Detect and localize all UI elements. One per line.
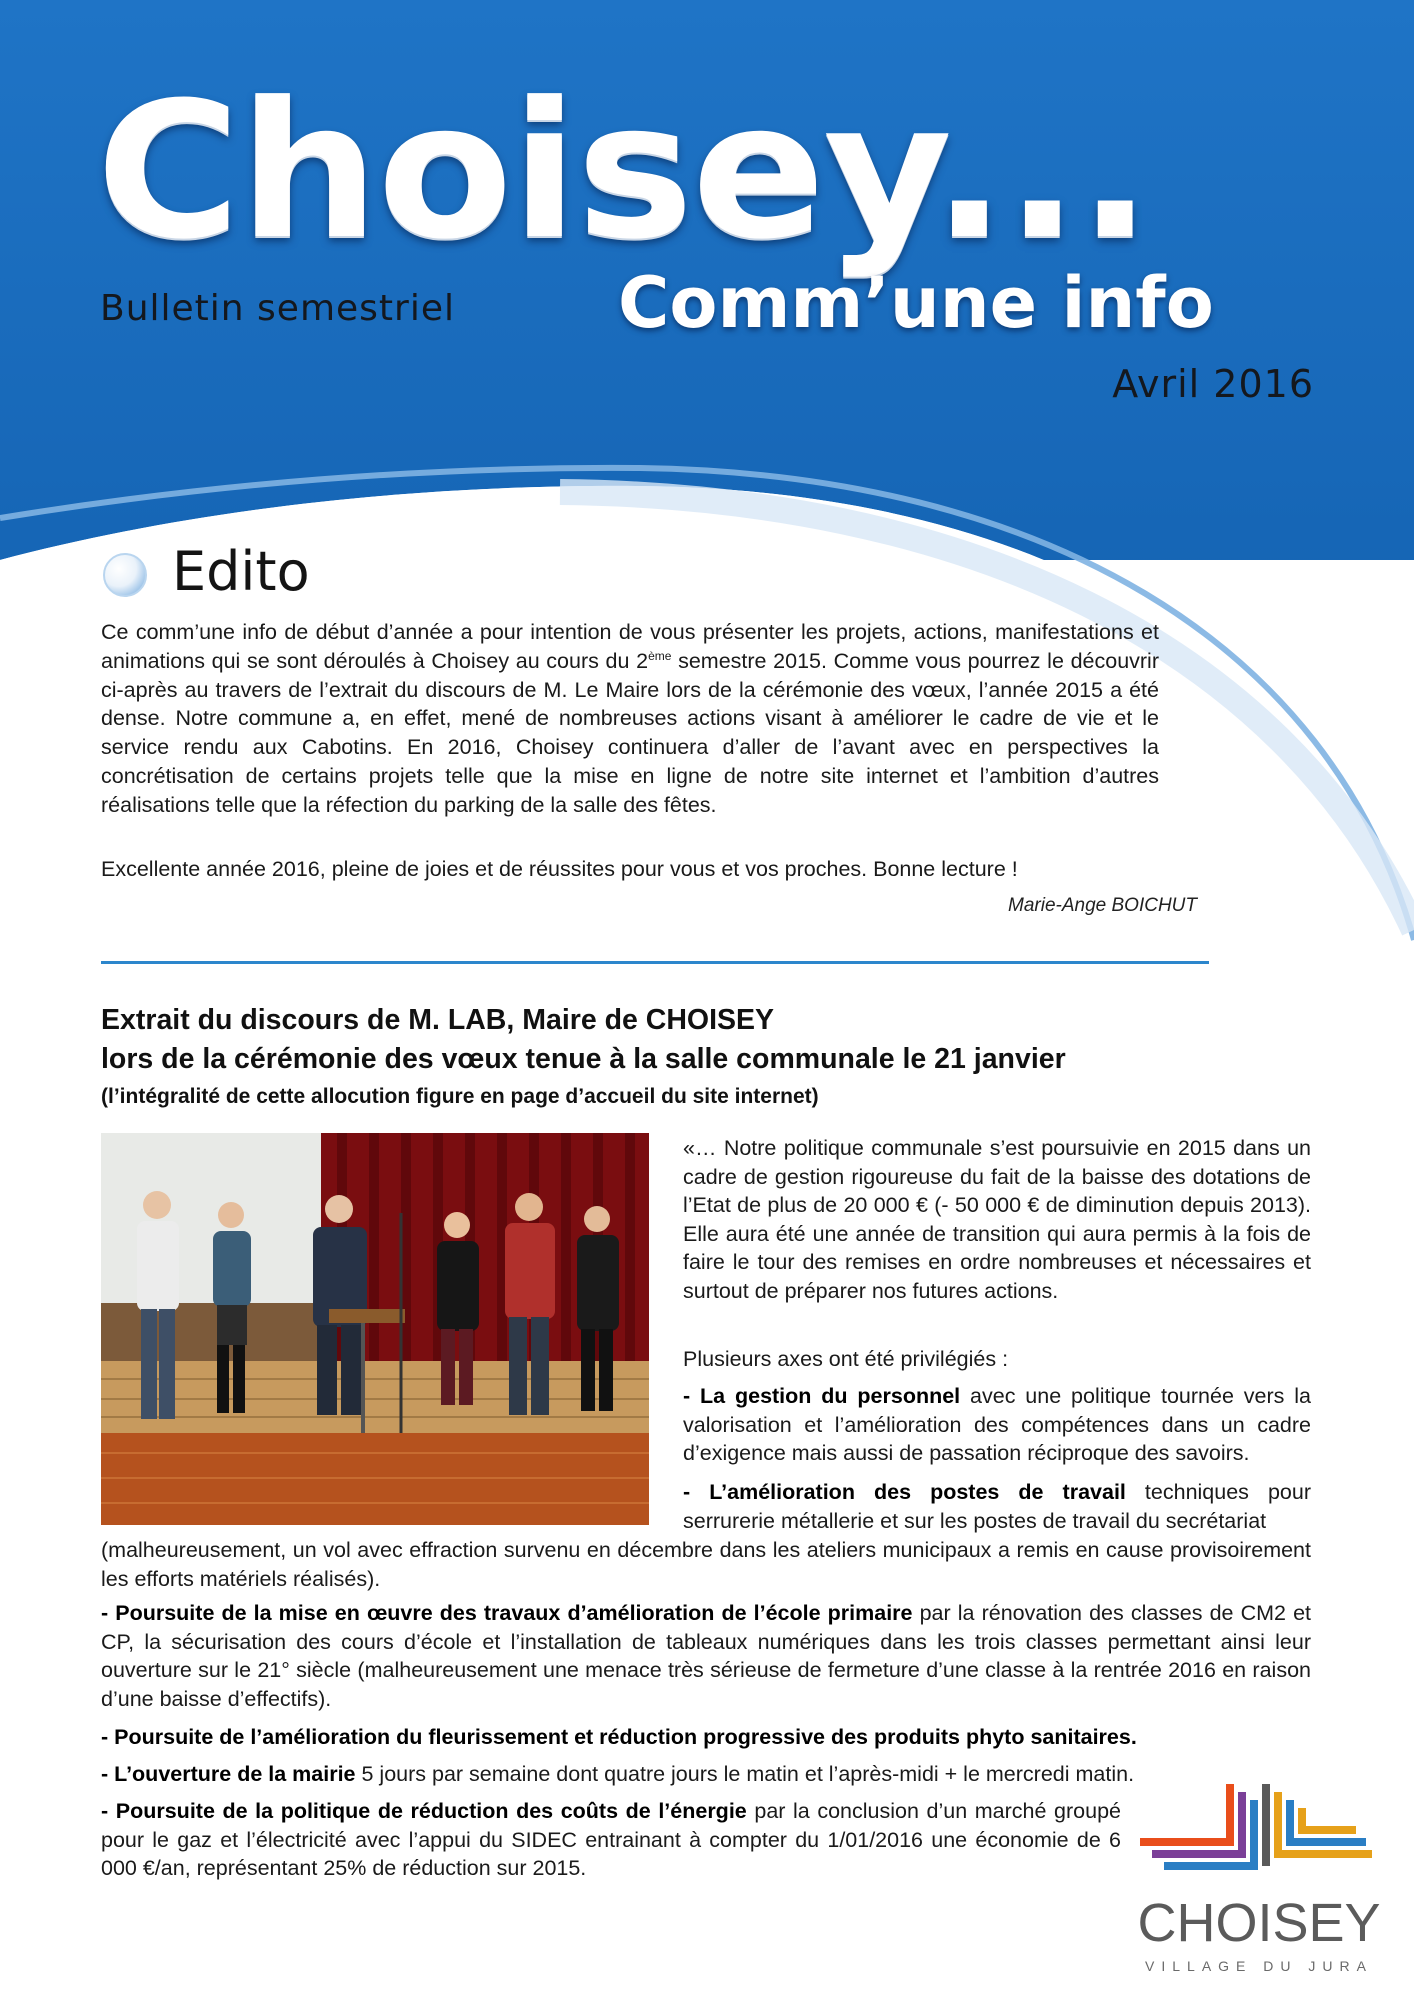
list-item: - L’ouverture de la mairie 5 jours par semaine dont quatre jours le matin et l’après-midi + le mercredi matin. xyxy=(101,1762,1135,1786)
edito-bullet-icon xyxy=(102,552,148,598)
issue-date: Avril 2016 xyxy=(1112,362,1314,406)
bulletin-type: Bulletin semestriel xyxy=(100,288,455,329)
article-note: (l’intégralité de cette allocution figure en page d’accueil du site internet) xyxy=(101,1085,819,1108)
edito-paragraph: Ce comm’une info de début d’année a pour intention de vous présenter les projets, actions, manifestations et animations qui se sont déroulés à Choisey au cours du 2ème semestre 2015. Comme vous pourrez le découvrir ci-après au travers de l’extrait du discours de M. Le Maire lors de la cérémonie des vœux, l’année 2015 a été dense. Notre commune a, en effet, mené de nombreuses actions visant à améliorer le cadre de vie et le service rendu aux Cabotins. En 2016, Choisey continuera d’aller de l’avant avec en perspectives la concrétisation de certains projets telle que la mise en ligne de notre site internet et l’ambition d’autres réalisations telle que la réfection du parking de la salle des fêtes. xyxy=(101,620,1159,817)
list-item-continuation: (malheureusement, un vol avec effraction survenu en décembre dans les ateliers municipaux a remis en cause provisoirement les efforts matériels réalisés). xyxy=(101,1538,1311,1591)
edito-signature: Marie-Ange BOICHUT xyxy=(1008,895,1197,916)
list-item: - L’amélioration des postes de travail techniques pour serrurerie métallerie et sur les postes de travail du secrétariat xyxy=(683,1480,1311,1533)
ceremony-photo xyxy=(101,1133,649,1525)
bulletin-title: Choisey... xyxy=(96,62,1151,281)
article-heading-line2: lors de la cérémonie des vœux tenue à la salle communale le 21 janvier xyxy=(101,1043,1066,1075)
section-divider xyxy=(101,961,1209,964)
axes-intro: Plusieurs axes ont été privilégiés : xyxy=(683,1347,1009,1371)
list-item: - Poursuite de l’amélioration du fleurissement et réduction progressive des produits phyto sanitaires. xyxy=(101,1725,1137,1749)
speech-quote: «… Notre politique communale s’est poursuivie en 2015 dans un cadre de gestion rigoureuse du fait de la baisse des dotations de l’Etat de plus de 20 000 € (- 50 000 € de diminution depuis 2013). Elle aura été une année de transition qui aura permis à la fois de faire le tour des remises en ordre nombreuses et nécessaires et surtout de préparer nos futures actions. xyxy=(683,1136,1311,1303)
edito-heading: Edito xyxy=(172,540,310,603)
list-item: - Poursuite de la politique de réduction des coûts de l’énergie par la conclusion d’un marché groupé pour le gaz et l’électricité avec l’appui du SIDEC entrainant à compter du 1/01/2016 une économie de 6 000 €/an, représentant 25% de réduction sur 2015. xyxy=(101,1799,1121,1880)
list-item: - Poursuite de la mise en œuvre des travaux d’amélioration de l’école primaire par la rénovation des classes de CM2 et CP, la sécurisation des cours d’école et l’installation de tableaux numériques dans les trois classes permettant ainsi leur ouverture sur le 21° siècle (malheureusement une menace très sérieuse de fermeture d’une classe à la rentrée 2016 en raison d’une baisse d’effectifs). xyxy=(101,1601,1312,1711)
list-item: - La gestion du personnel avec une politique tournée vers la valorisation et l’amélioration des compétences dans un cadre d’exigence mais aussi de passation réciproque des savoirs. xyxy=(683,1384,1311,1465)
logo-tagline: VILLAGE DU JURA xyxy=(1145,1958,1373,1974)
logo-name: CHOISEY xyxy=(1137,1893,1381,1953)
article-heading-line1: Extrait du discours de M. LAB, Maire de CHOISEY xyxy=(101,1004,775,1036)
edito-closing: Excellente année 2016, pleine de joies et de réussites pour vous et vos proches. Bonne lecture ! xyxy=(101,857,1018,881)
bulletin-subtitle: Comm’une info xyxy=(618,262,1214,344)
